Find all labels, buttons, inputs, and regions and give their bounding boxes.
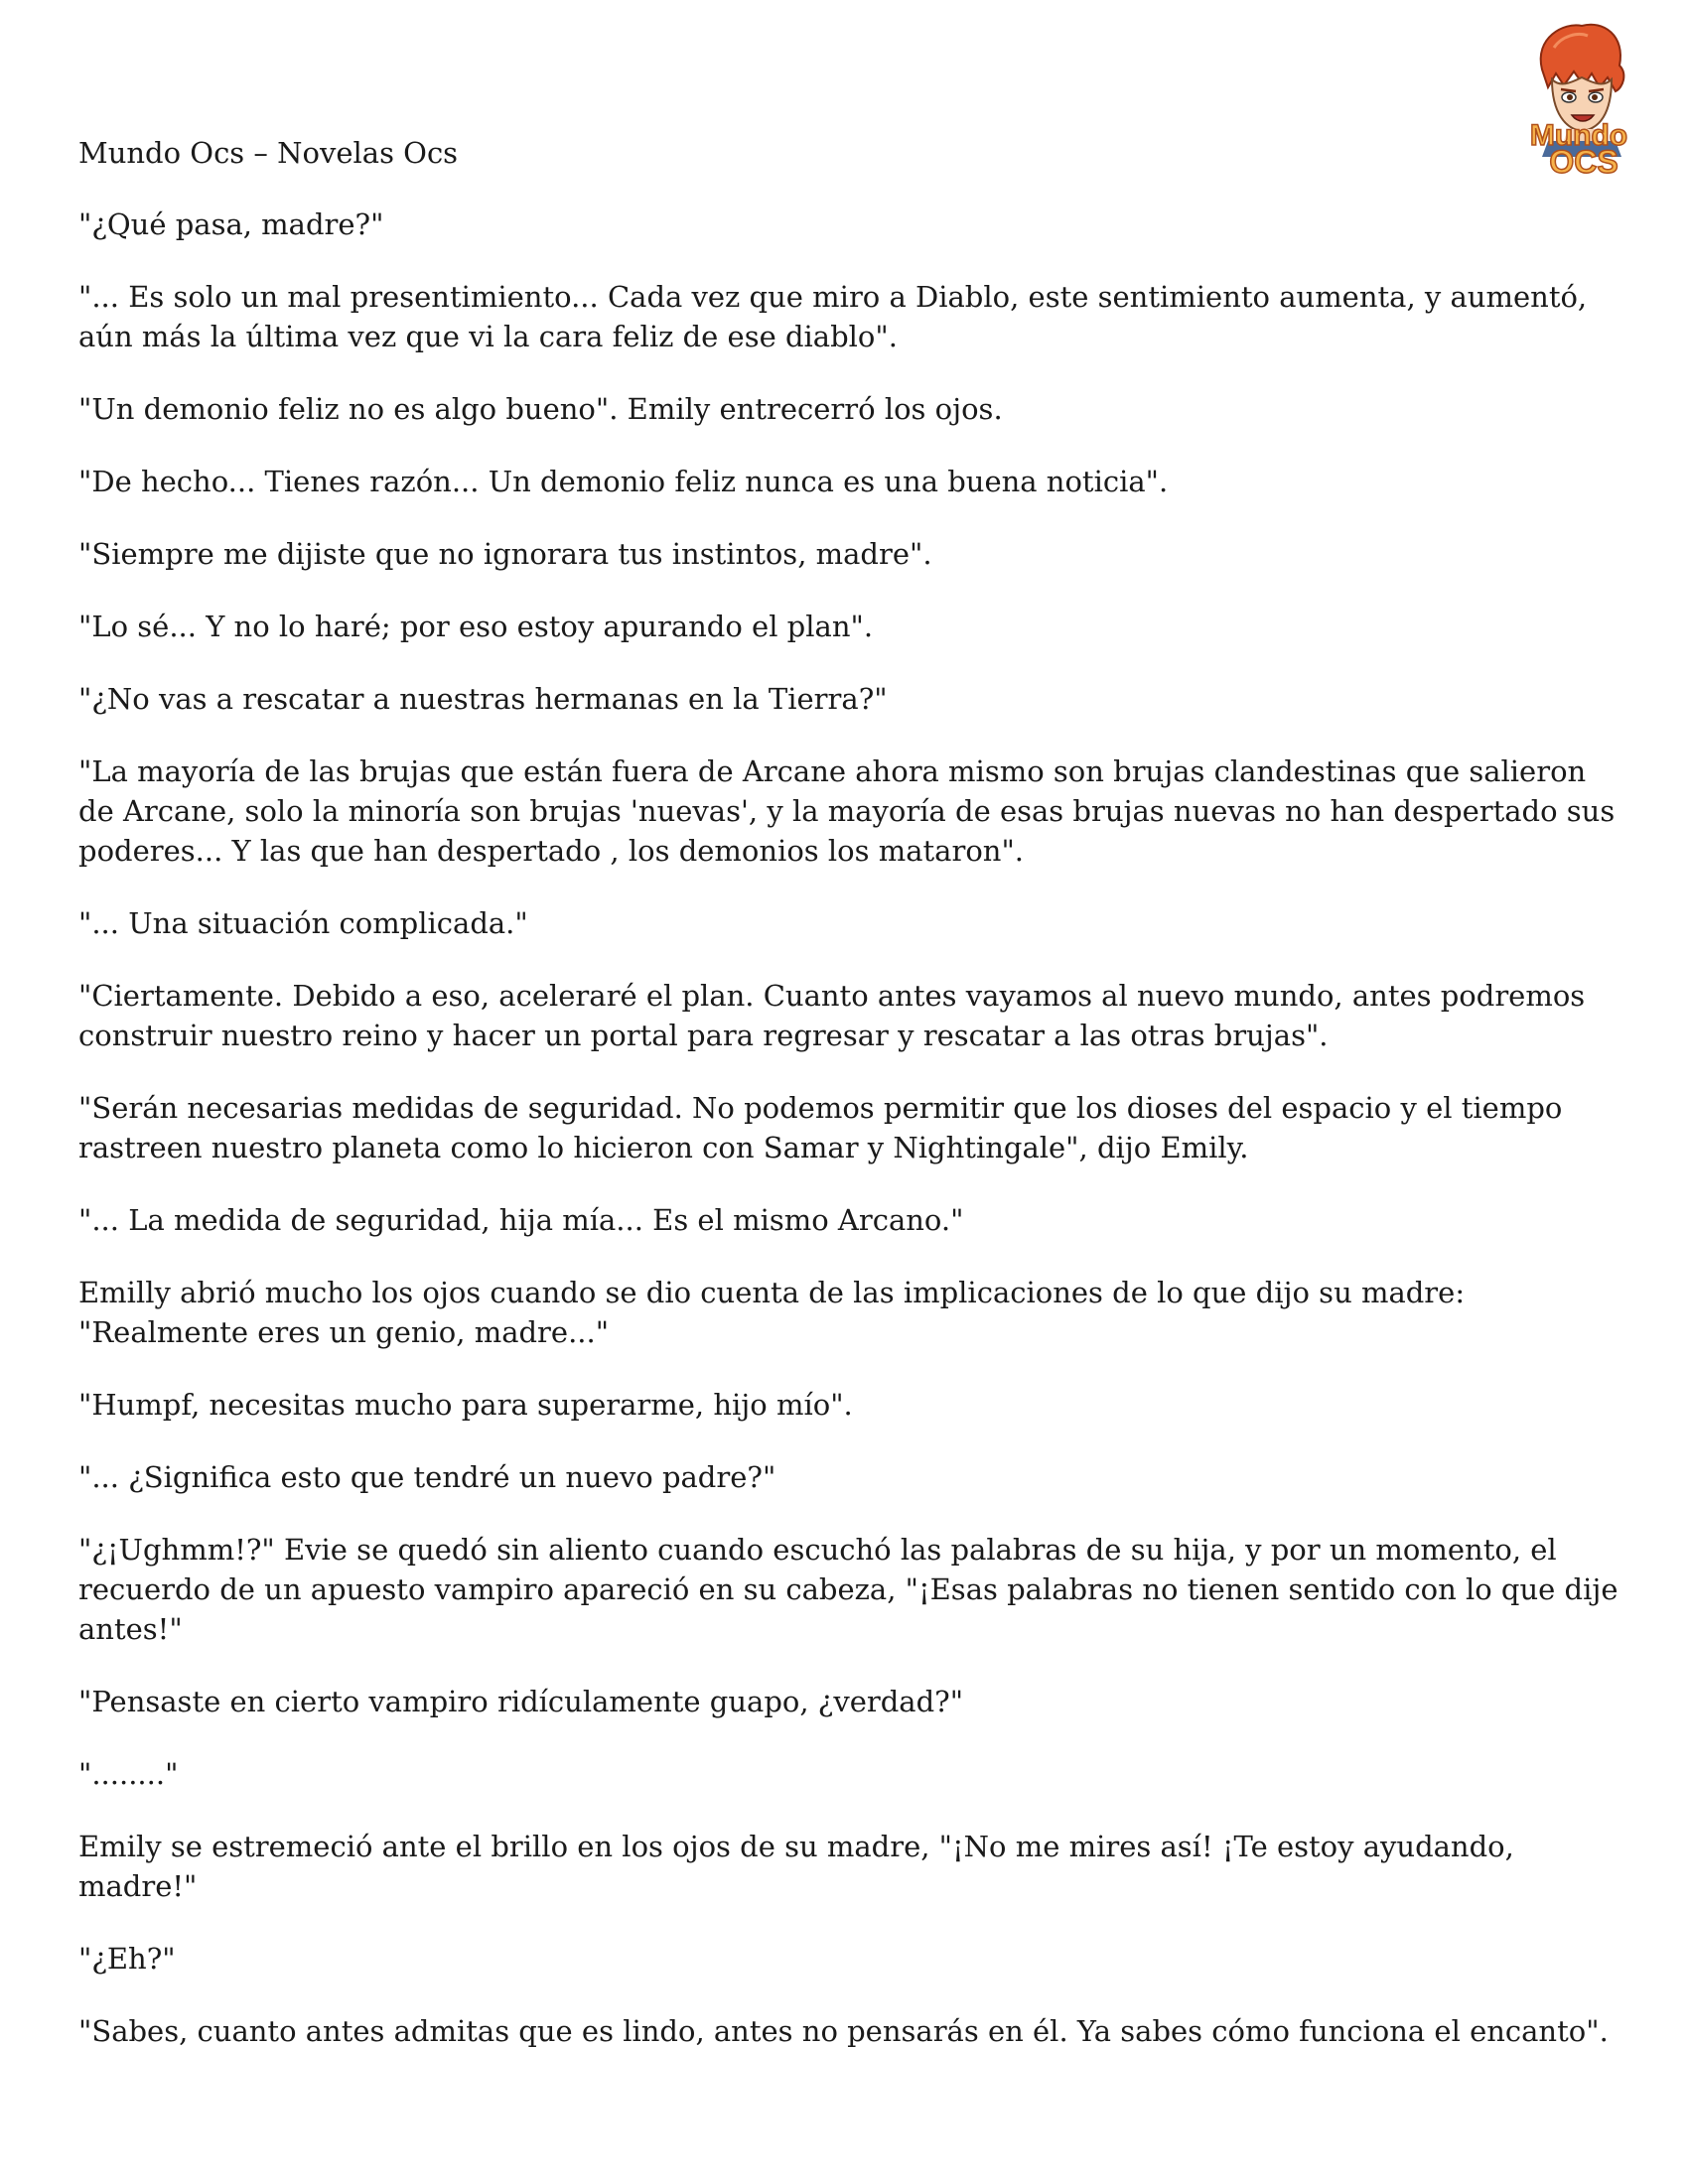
paragraph: Emilly abrió mucho los ojos cuando se dio cuenta de las implicaciones de lo que dijo su madre: "Realmente eres un genio, madre..." <box>78 1276 1466 1349</box>
paragraph: "¿Qué pasa, madre?" <box>78 207 384 241</box>
paragraph: "Humpf, necesitas mucho para superarme, hijo mío". <box>78 1388 853 1422</box>
paragraph: "Serán necesarias medidas de seguridad. No podemos permitir que los dioses del espacio y el tiempo rastreen nuestro planeta como lo hicieron con Samar y Nightingale", dijo Emily. <box>78 1091 1563 1164</box>
paragraph: "... ¿Significa esto que tendré un nuevo padre?" <box>78 1460 776 1494</box>
page-header-title: Mundo Ocs – Novelas Ocs <box>78 136 459 170</box>
paragraph: "De hecho... Tienes razón... Un demonio feliz nunca es una buena noticia". <box>78 465 1169 498</box>
paragraph: "Sabes, cuanto antes admitas que es lindo, antes no pensarás en él. Ya sabes cómo funciona el encanto". <box>78 2014 1609 2048</box>
paragraph: "........" <box>78 1757 179 1791</box>
paragraph: "La mayoría de las brujas que están fuera de Arcane ahora mismo son brujas clandestinas que salieron de Arcane, solo la minoría son brujas 'nuevas', y la mayoría de esas brujas nuevas no han despertado sus poderes... Y las que han despertado , los demonios los mataron". <box>78 754 1616 868</box>
logo-text-mundo: Mundo <box>1529 119 1628 152</box>
paragraph: "¿¡Ughmm!?" Evie se quedó sin aliento cuando escuchó las palabras de su hija, y por un momento, el recuerdo de un apuesto vampiro apareció en su cabeza, "¡Esas palabras no tienen sentido con lo que dije antes!" <box>78 1533 1618 1646</box>
paragraph: "Lo sé... Y no lo haré; por eso estoy apurando el plan". <box>78 610 874 643</box>
logo-text-ocs: OCS <box>1549 144 1618 177</box>
paragraph: "... La medida de seguridad, hija mía... Es el mismo Arcano." <box>78 1203 964 1237</box>
paragraph: "Ciertamente. Debido a eso, aceleraré el plan. Cuanto antes vayamos al nuevo mundo, antes podremos construir nuestro reino y hacer un portal para regresar y rescatar a las otras brujas". <box>78 979 1586 1052</box>
paragraph: "Siempre me dijiste que no ignorara tus instintos, madre". <box>78 537 932 571</box>
paragraph: "... Una situación complicada." <box>78 906 528 940</box>
paragraph: "Pensaste en cierto vampiro ridículamente guapo, ¿verdad?" <box>78 1685 964 1718</box>
paragraph: "¿No vas a rescatar a nuestras hermanas en la Tierra?" <box>78 682 888 716</box>
document-body <box>78 205 1627 2084</box>
paragraph: "... Es solo un mal presentimiento... Cada vez que miro a Diablo, este sentimiento aumenta, y aumentó, aún más la última vez que vi la cara feliz de ese diablo". <box>78 280 1588 353</box>
mundo-ocs-logo <box>1504 18 1653 177</box>
paragraph: "¿Eh?" <box>78 1942 176 1976</box>
paragraph: Emily se estremeció ante el brillo en los ojos de su madre, "¡No me mires así! ¡Te estoy ayudando, madre!" <box>78 1830 1514 1903</box>
paragraph: "Un demonio feliz no es algo bueno". Emily entrecerró los ojos. <box>78 392 1003 426</box>
